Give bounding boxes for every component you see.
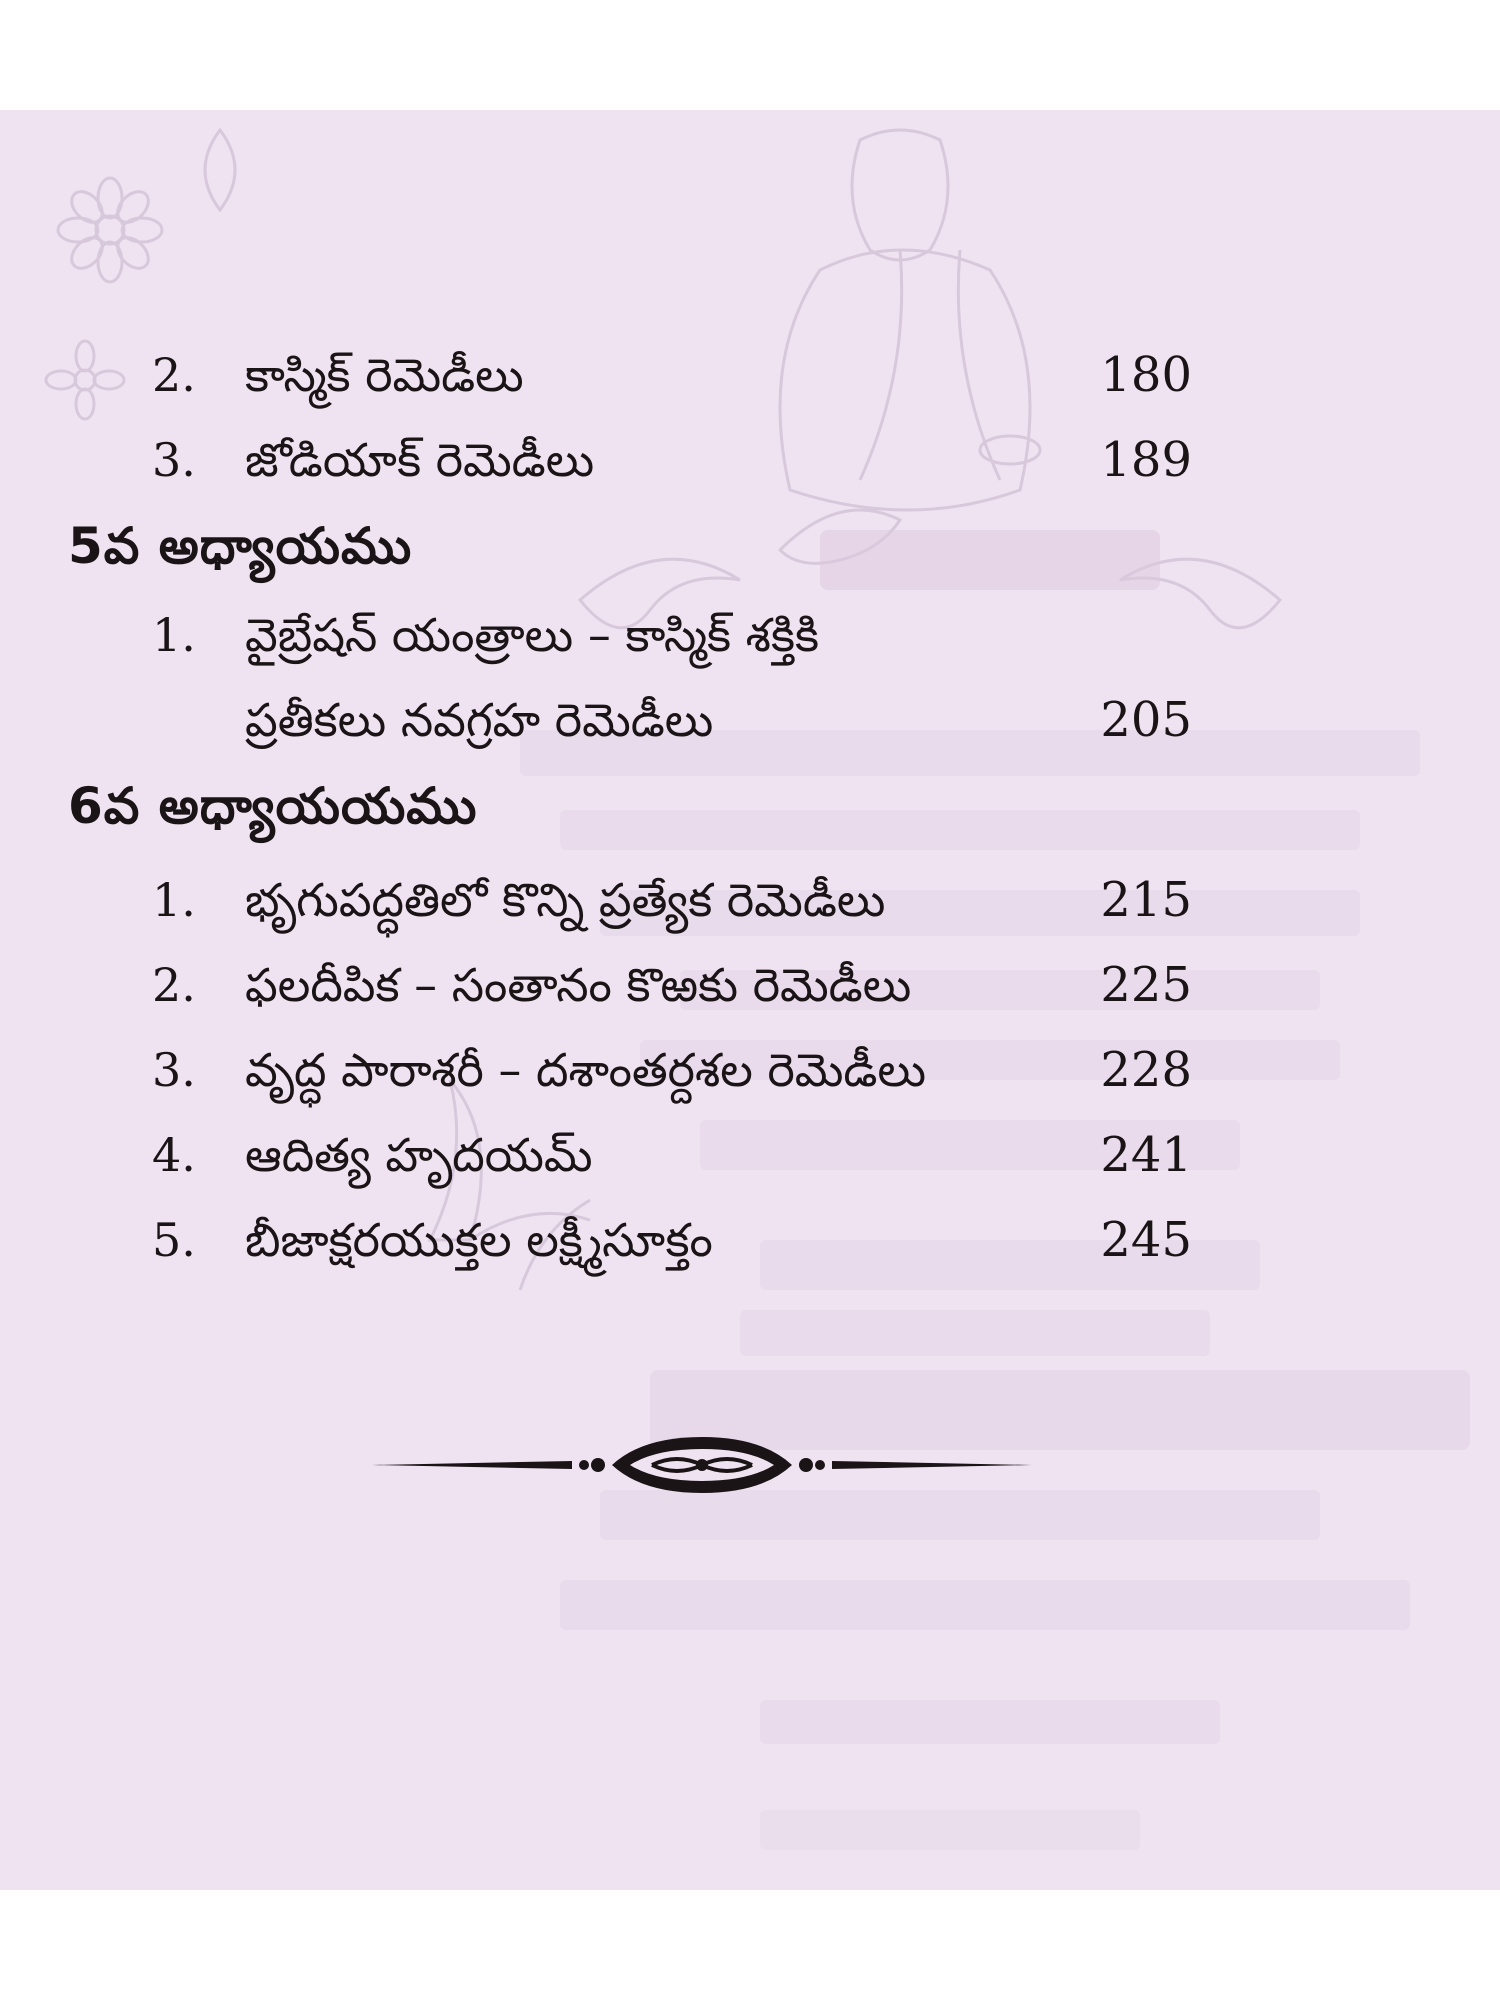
- entry-number: 4.: [152, 1128, 196, 1182]
- entry-number: 2.: [152, 958, 196, 1012]
- entry-page-number: 225: [1100, 957, 1192, 1013]
- toc-entry: [0, 950, 1500, 1020]
- entry-number: 5.: [152, 1213, 196, 1267]
- toc-entry-continuation: [0, 685, 1500, 755]
- entry-page-number: 215: [1100, 872, 1192, 928]
- entry-title: జోడియాక్ రెమెడీలు: [245, 433, 595, 487]
- entry-title: ఆదిత్య హృదయమ్: [245, 1128, 593, 1182]
- toc-entry: [0, 1205, 1500, 1275]
- chapter-heading-5: 5వ అధ్యాయము: [68, 517, 413, 575]
- entry-number: 1.: [152, 608, 196, 662]
- entry-page-number: 205: [1100, 692, 1192, 748]
- entry-title-line2: ప్రతీకలు నవగ్రహ రెమెడీలు: [245, 693, 714, 747]
- entry-page-number: 241: [1100, 1127, 1192, 1183]
- entry-page-number: 245: [1100, 1212, 1192, 1268]
- entry-title: భృగుపద్ధతిలో కొన్ని ప్రత్యేక రెమెడీలు: [245, 873, 886, 927]
- book-page: [0, 110, 1500, 1890]
- toc-entry: [0, 340, 1500, 410]
- entry-title: వృద్ధ పారాశరీ – దశాంతర్దశల రెమెడీలు: [245, 1043, 927, 1097]
- toc-entry: [0, 600, 1500, 670]
- entry-number: 2.: [152, 348, 196, 402]
- toc-entry: [0, 1035, 1500, 1105]
- table-of-contents: [0, 110, 1500, 1890]
- entry-title: బీజాక్షరయుక్తల లక్ష్మీసూక్తం: [245, 1213, 713, 1267]
- entry-title: ఫలదీపిక – సంతానం కొఱకు రెమెడీలు: [245, 958, 912, 1012]
- entry-title-line1: వైబ్రేషన్ యంత్రాలు – కాస్మిక్ శక్తికి: [245, 608, 819, 662]
- ornamental-divider-icon: [372, 1430, 1032, 1500]
- entry-title: కాస్మిక్ రెమెడీలు: [245, 348, 524, 402]
- entry-page-number: 228: [1100, 1042, 1192, 1098]
- entry-number: 3.: [152, 433, 196, 487]
- chapter-heading-6: 6వ అధ్యాయయము: [68, 777, 478, 835]
- toc-entry: [0, 865, 1500, 935]
- toc-entry: [0, 1120, 1500, 1190]
- entry-number: 3.: [152, 1043, 196, 1097]
- entry-number: 1.: [152, 873, 196, 927]
- entry-page-number: 180: [1100, 347, 1192, 403]
- entry-page-number: 189: [1100, 432, 1192, 488]
- toc-entry: [0, 425, 1500, 495]
